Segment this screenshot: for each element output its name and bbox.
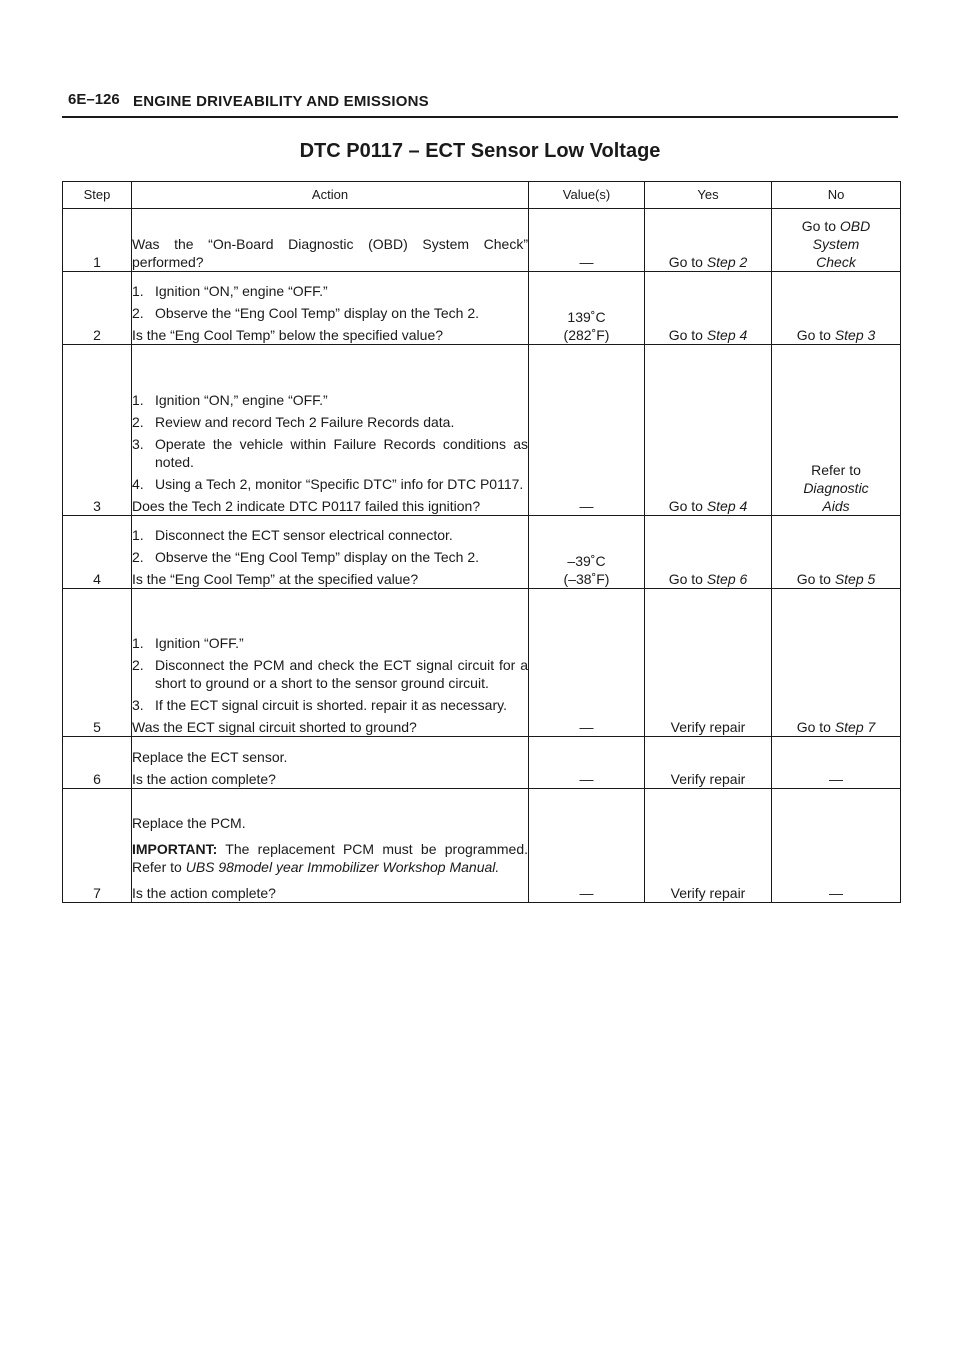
step-number: 1 bbox=[63, 209, 132, 272]
table-row-step-4 bbox=[63, 516, 901, 589]
action-question: Is the “Eng Cool Temp” at the specified value? bbox=[132, 571, 419, 587]
no-prefix: Go to bbox=[796, 719, 831, 735]
no-cell: — bbox=[772, 789, 901, 903]
yes-prefix: Go to bbox=[668, 571, 703, 587]
no-cell: — bbox=[772, 737, 901, 789]
important-manual-ref: UBS 98model year Immobilizer Workshop Manual. bbox=[185, 859, 500, 875]
column-header-yes: Yes bbox=[645, 182, 772, 209]
no-cell bbox=[772, 209, 901, 272]
action-question: Is the “Eng Cool Temp” below the specified value? bbox=[132, 327, 444, 343]
value-cell: — bbox=[529, 209, 645, 272]
value-fahrenheit: (282˚F) bbox=[563, 327, 610, 343]
no-prefix: Go to bbox=[796, 327, 831, 343]
no-prefix: Go to bbox=[796, 571, 831, 587]
action-question: Was the “On-Board Diagnostic (OBD) System Check” performed? bbox=[132, 236, 528, 270]
action-cell bbox=[132, 737, 529, 789]
column-header-no: No bbox=[772, 182, 901, 209]
yes-cell bbox=[645, 209, 772, 272]
step-number: 7 bbox=[63, 789, 132, 903]
step-number: 5 bbox=[63, 589, 132, 737]
yes-prefix: Go to bbox=[668, 254, 703, 270]
section-title: ENGINE DRIVEABILITY AND EMISSIONS bbox=[133, 93, 429, 110]
header-rule bbox=[62, 116, 898, 118]
no-prefix: Go to bbox=[801, 218, 836, 234]
diagnostic-table bbox=[62, 181, 901, 903]
value-fahrenheit: (–38˚F) bbox=[563, 571, 610, 587]
yes-cell bbox=[645, 516, 772, 589]
action-instruction: Replace the PCM. bbox=[132, 815, 246, 831]
action-list bbox=[132, 526, 528, 566]
action-cell bbox=[132, 516, 529, 589]
action-question: Does the Tech 2 indicate DTC P0117 failed this ignition? bbox=[132, 498, 481, 514]
table-row-step-7 bbox=[63, 789, 901, 903]
action-cell bbox=[132, 789, 529, 903]
yes-cell bbox=[645, 345, 772, 516]
important-label: IMPORTANT: bbox=[132, 841, 218, 857]
column-header-action: Action bbox=[132, 182, 529, 209]
yes-step-ref: Step 6 bbox=[706, 571, 748, 587]
no-cell bbox=[772, 516, 901, 589]
no-cell bbox=[772, 589, 901, 737]
no-step-ref: Step 3 bbox=[834, 327, 876, 343]
no-ref-line-2: System bbox=[812, 236, 860, 252]
value-cell: — bbox=[529, 737, 645, 789]
value-cell bbox=[529, 272, 645, 345]
value-celsius: 139˚C bbox=[567, 309, 606, 325]
list-item: 1. Ignition “OFF.” bbox=[132, 635, 244, 651]
column-header-step: Step bbox=[63, 182, 132, 209]
step-number: 3 bbox=[63, 345, 132, 516]
yes-prefix: Go to bbox=[668, 498, 703, 514]
important-note bbox=[132, 840, 528, 876]
yes-cell: Verify repair bbox=[645, 789, 772, 903]
step-number: 6 bbox=[63, 737, 132, 789]
important-text: The replacement PCM must be programmed. Refer to bbox=[132, 841, 528, 875]
step-number: 4 bbox=[63, 516, 132, 589]
list-item: 4. Using a Tech 2, monitor “Specific DTC” info for DTC P0117. bbox=[132, 476, 524, 492]
action-cell bbox=[132, 209, 529, 272]
action-cell bbox=[132, 345, 529, 516]
value-cell: — bbox=[529, 345, 645, 516]
no-ref-line-1: Diagnostic bbox=[803, 480, 869, 496]
value-celsius: –39˚C bbox=[567, 553, 606, 569]
table-header-row bbox=[63, 182, 901, 209]
value-cell bbox=[529, 516, 645, 589]
no-ref-line-2: Aids bbox=[822, 498, 850, 514]
list-item: 3. If the ECT signal circuit is shorted. repair it as necessary. bbox=[132, 697, 507, 713]
list-item: 2. Observe the “Eng Cool Temp” display on the Tech 2. bbox=[132, 305, 479, 321]
list-item: 1. Ignition “ON,” engine “OFF.” bbox=[132, 392, 328, 408]
step-number: 2 bbox=[63, 272, 132, 345]
no-step-ref: Step 7 bbox=[834, 719, 876, 735]
table-row-step-6 bbox=[63, 737, 901, 789]
no-step-ref: Step 5 bbox=[834, 571, 876, 587]
yes-step-ref: Step 4 bbox=[706, 498, 748, 514]
list-item: 2. Disconnect the PCM and check the ECT signal circuit for a short to ground or a short to the sensor ground circuit. bbox=[132, 657, 528, 691]
yes-cell: Verify repair bbox=[645, 737, 772, 789]
list-item: 1. Disconnect the ECT sensor electrical connector. bbox=[132, 527, 453, 543]
no-ref-line-3: Check bbox=[816, 254, 856, 270]
no-cell bbox=[772, 345, 901, 516]
action-list bbox=[132, 282, 528, 322]
table-row-step-1 bbox=[63, 209, 901, 272]
value-cell: — bbox=[529, 589, 645, 737]
no-ref-line-1: OBD bbox=[839, 218, 871, 234]
action-cell bbox=[132, 272, 529, 345]
list-item: 2. Observe the “Eng Cool Temp” display on the Tech 2. bbox=[132, 549, 479, 565]
action-list bbox=[132, 634, 528, 714]
yes-cell: Verify repair bbox=[645, 589, 772, 737]
yes-step-ref: Step 4 bbox=[706, 327, 748, 343]
document-title: DTC P0117 – ECT Sensor Low Voltage bbox=[299, 140, 661, 162]
table-row-step-5 bbox=[63, 589, 901, 737]
action-list bbox=[132, 391, 528, 493]
action-question: Is the action complete? bbox=[132, 885, 276, 901]
yes-cell bbox=[645, 272, 772, 345]
list-item: 2. Review and record Tech 2 Failure Records data. bbox=[132, 414, 455, 430]
table-row-step-3 bbox=[63, 345, 901, 516]
no-prefix: Refer to bbox=[811, 462, 861, 478]
column-header-values: Value(s) bbox=[529, 182, 645, 209]
no-cell bbox=[772, 272, 901, 345]
yes-step-ref: Step 2 bbox=[706, 254, 748, 270]
action-instruction: Replace the ECT sensor. bbox=[132, 749, 288, 765]
value-cell: — bbox=[529, 789, 645, 903]
page-number: 6E–126 bbox=[68, 91, 120, 108]
action-question: Was the ECT signal circuit shorted to ground? bbox=[132, 719, 417, 735]
list-item: 3. Operate the vehicle within Failure Records conditions as noted. bbox=[132, 436, 528, 470]
list-item: 1. Ignition “ON,” engine “OFF.” bbox=[132, 283, 328, 299]
yes-prefix: Go to bbox=[668, 327, 703, 343]
action-question: Is the action complete? bbox=[132, 771, 276, 787]
table-row-step-2 bbox=[63, 272, 901, 345]
action-cell bbox=[132, 589, 529, 737]
